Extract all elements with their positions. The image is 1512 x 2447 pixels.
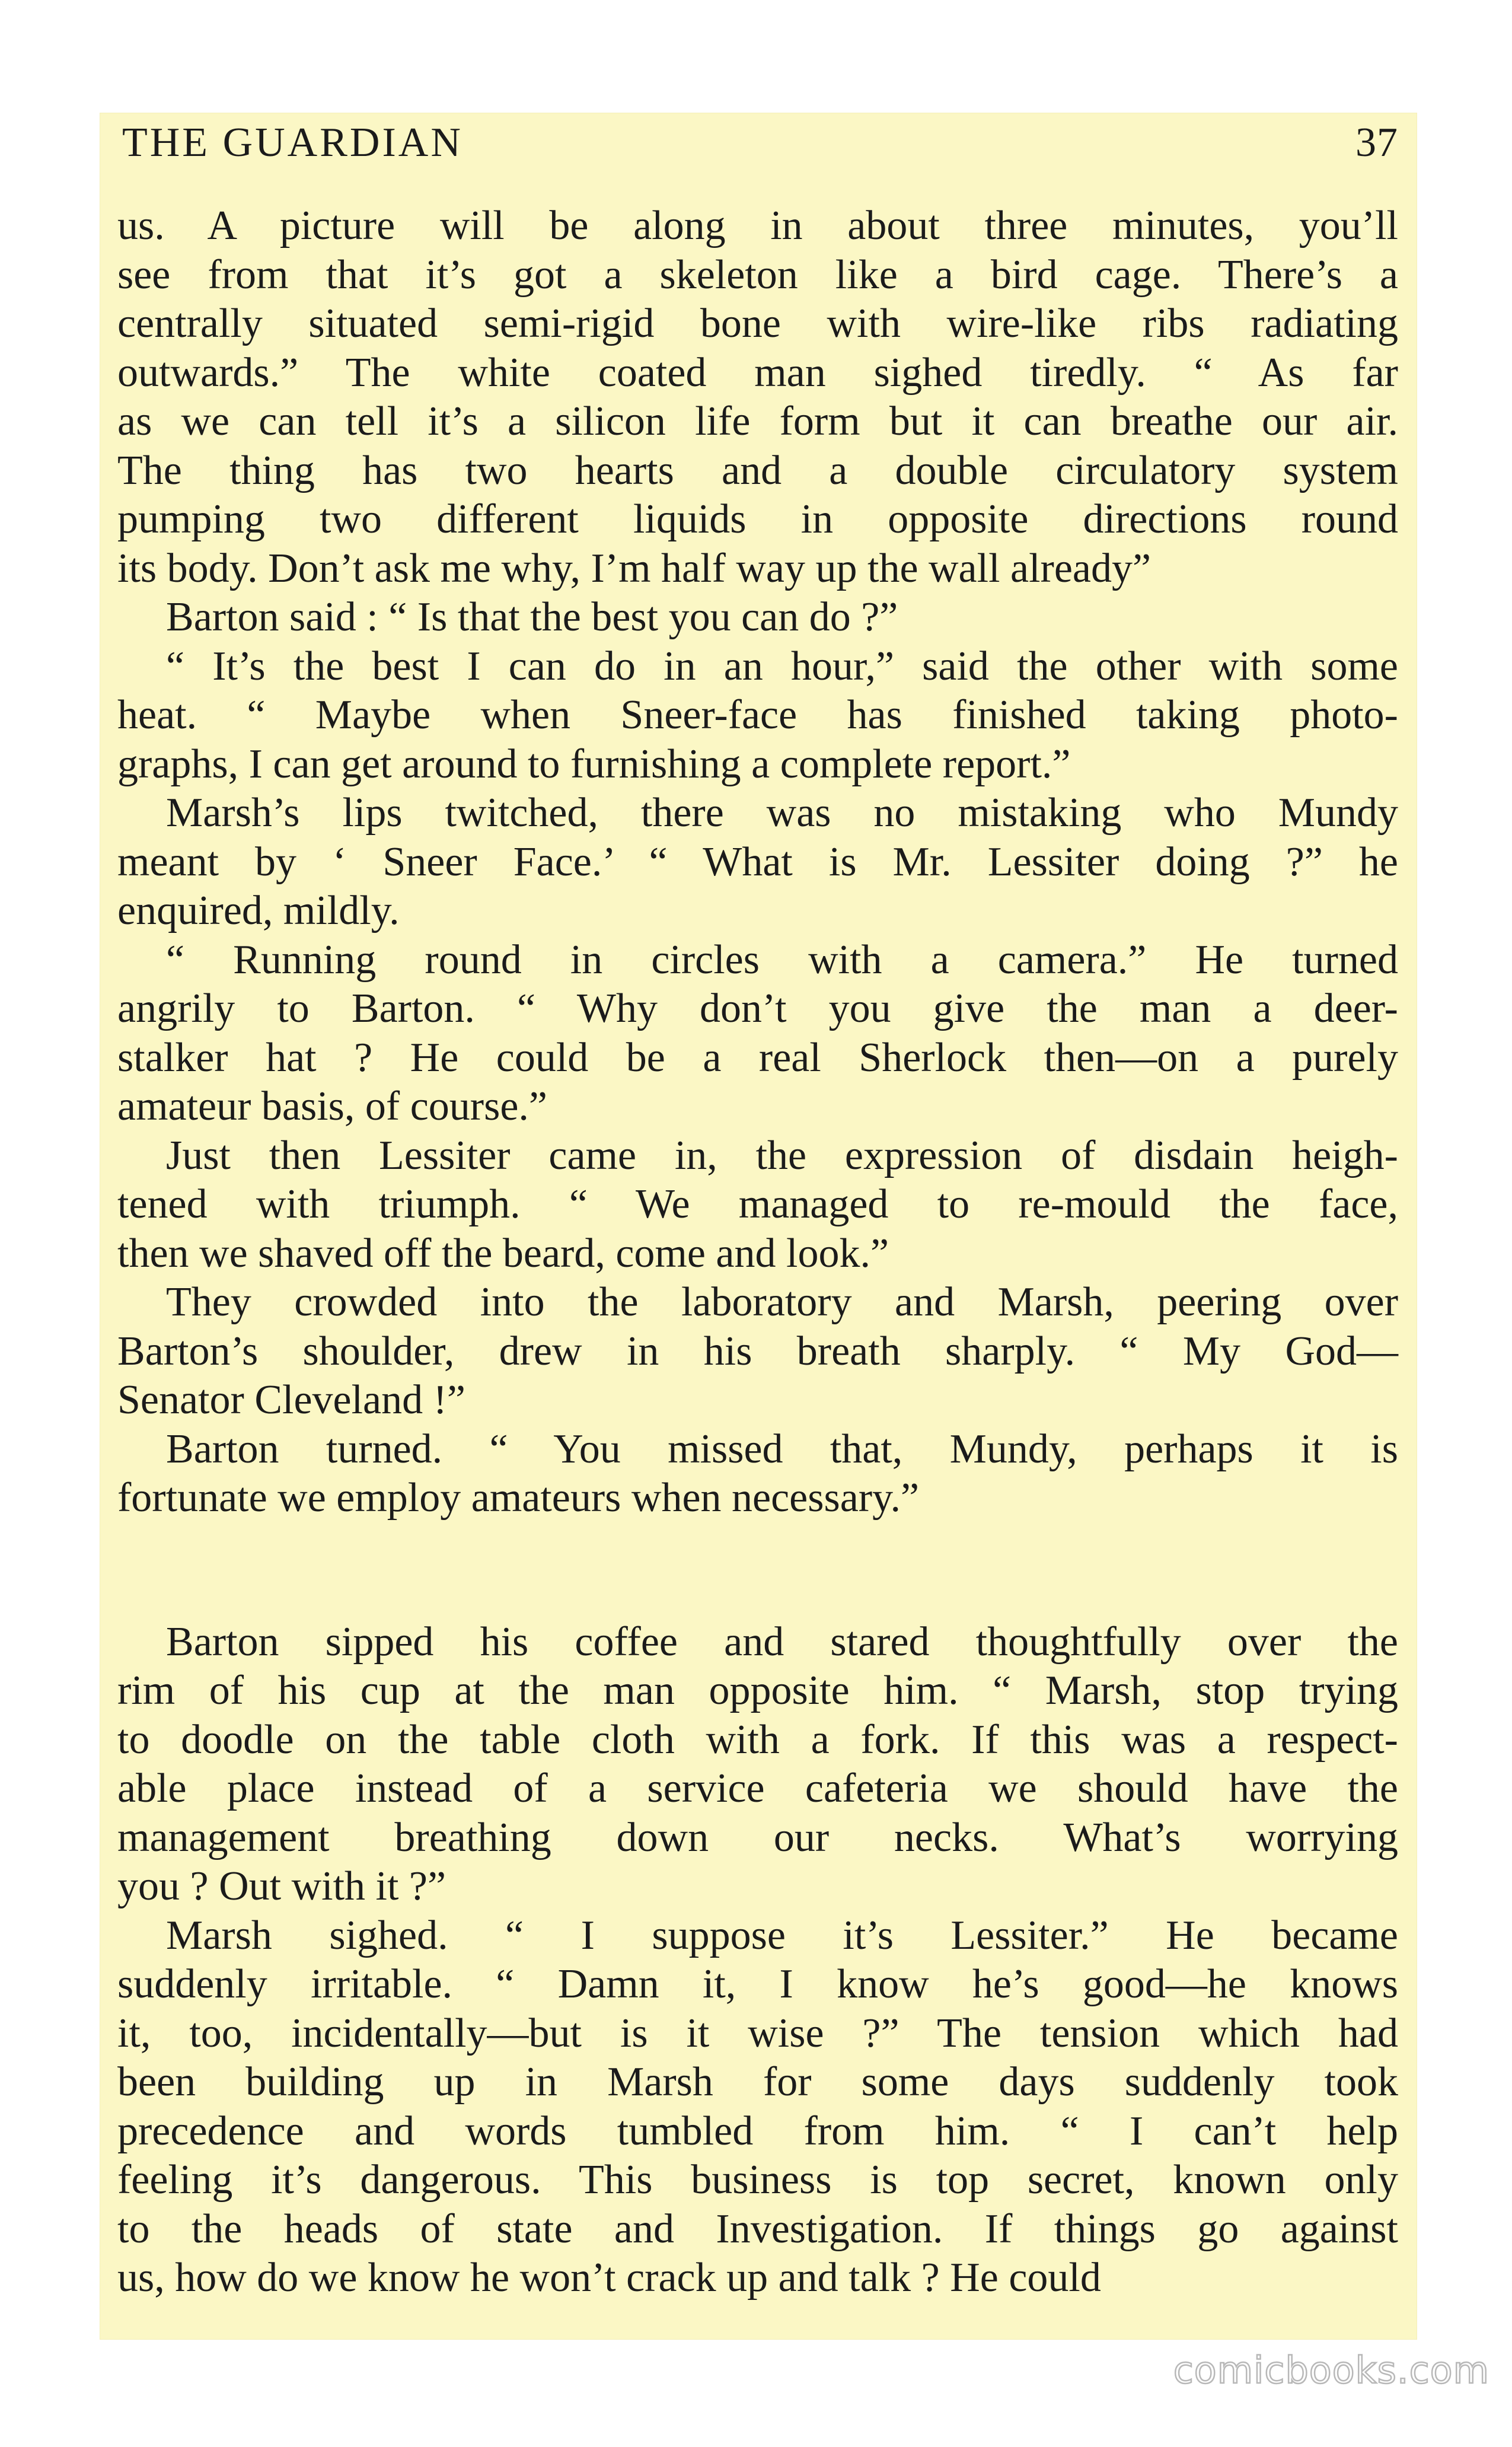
text-line: “ It’s the best I can do in an hour,” said the other with some [166,643,1398,689]
text-line: amateur basis, of course.” [117,1084,547,1129]
text-line: heat. “ Maybe when Sneer-face has finished taking photo- [117,692,1398,738]
text-line: management breathing down our necks. What’s worrying [117,1814,1398,1860]
paragraph [117,593,1398,642]
text-line: They crowded into the laboratory and Marsh, peering over [166,1279,1398,1325]
text-line: to doodle on the table cloth with a fork. If this was a respect- [117,1716,1398,1763]
text-line: Barton turned. “ You missed that, Mundy, perhaps it is [166,1426,1398,1472]
text-line: Marsh’s lips twitched, there was no mistaking who Mundy [166,790,1398,836]
text-line: tened with triumph. “ We managed to re-mould the face, [117,1181,1398,1227]
section-break [117,1523,1398,1618]
paragraph [117,642,1398,789]
text-line: Barton’s shoulder, drew in his breath sharply. “ My God— [117,1328,1398,1374]
text-line: then we shaved off the beard, come and look.” [117,1230,889,1276]
book-page [100,113,1417,2340]
paragraph [117,1911,1398,2303]
text-line: been building up in Marsh for some days suddenly took [117,2059,1398,2105]
text-line: to the heads of state and Investigation. If things go against [117,2206,1398,2252]
text-line: outwards.” The white coated man sighed tiredly. “ As far [117,349,1398,396]
text-line: feeling it’s dangerous. This business is top secret, known only [117,2157,1398,2203]
running-head [122,116,1398,170]
text-line: rim of his cup at the man opposite him. “ Marsh, stop trying [117,1668,1398,1713]
text-line: Marsh sighed. “ I suppose it’s Lessiter.” He became [166,1912,1398,1958]
text-line: us. A picture will be along in about three minutes, you’ll [117,203,1398,248]
text-line: able place instead of a service cafeteria we should have the [117,1766,1398,1811]
text-line: stalker hat ? He could be a real Sherlock then—on a purely [117,1034,1398,1081]
text-line: see from that it’s got a skeleton like a bird cage. There’s a [117,251,1398,298]
text-line: as we can tell it’s a silicon life form but it can breathe our air. [117,399,1398,444]
paragraph [117,1425,1398,1523]
text-line: Senator Cleveland !” [117,1377,466,1423]
text-line: enquired, mildly. [117,888,400,933]
text-line: you ? Out with it ?” [117,1863,446,1909]
site-watermark: comicbooks.com [1173,2349,1489,2392]
paragraph [117,936,1398,1132]
text-line: suddenly irritable. “ Damn it, I know he’s good—he knows [117,1961,1398,2007]
text-line: precedence and words tumbled from him. “ I can’t help [117,2108,1398,2154]
text-line: Barton sipped his coffee and stared thoughtfully over the [166,1618,1398,1665]
journal-title: THE GUARDIAN [122,120,463,165]
text-line: fortunate we employ amateurs when necessary.” [117,1475,920,1521]
page-number: 37 [1355,120,1398,165]
text-line: Barton said : “ Is that the best you can do ?” [166,594,898,640]
text-line: it, too, incidentally—but is it wise ?” The tension which had [117,2010,1398,2056]
text-line: us, how do we know he won’t crack up and talk ? He could [117,2255,1101,2301]
paragraph [117,1278,1398,1425]
paragraph [117,1132,1398,1279]
text-line: graphs, I can get around to furnishing a complete report.” [117,741,1071,787]
paragraph [117,202,1398,593]
paragraph [117,1618,1398,1911]
text-line: Just then Lessiter came in, the expression of disdain heigh- [166,1132,1398,1178]
text-line: centrally situated semi-rigid bone with wire-like ribs radiating [117,301,1398,346]
text-line: pumping two different liquids in opposite directions round [117,496,1398,542]
text-line: meant by ‘ Sneer Face.’ “ What is Mr. Lessiter doing ?” he [117,839,1398,885]
text-line: The thing has two hearts and a double circulatory system [117,447,1398,493]
paragraph [117,789,1398,936]
text-line: its body. Don’t ask me why, I’m half way up the wall already” [117,545,1151,591]
body-text [117,202,1398,2303]
text-line: “ Running round in circles with a camera.” He turned [166,936,1398,983]
text-line: angrily to Barton. “ Why don’t you give the man a deer- [117,986,1398,1031]
